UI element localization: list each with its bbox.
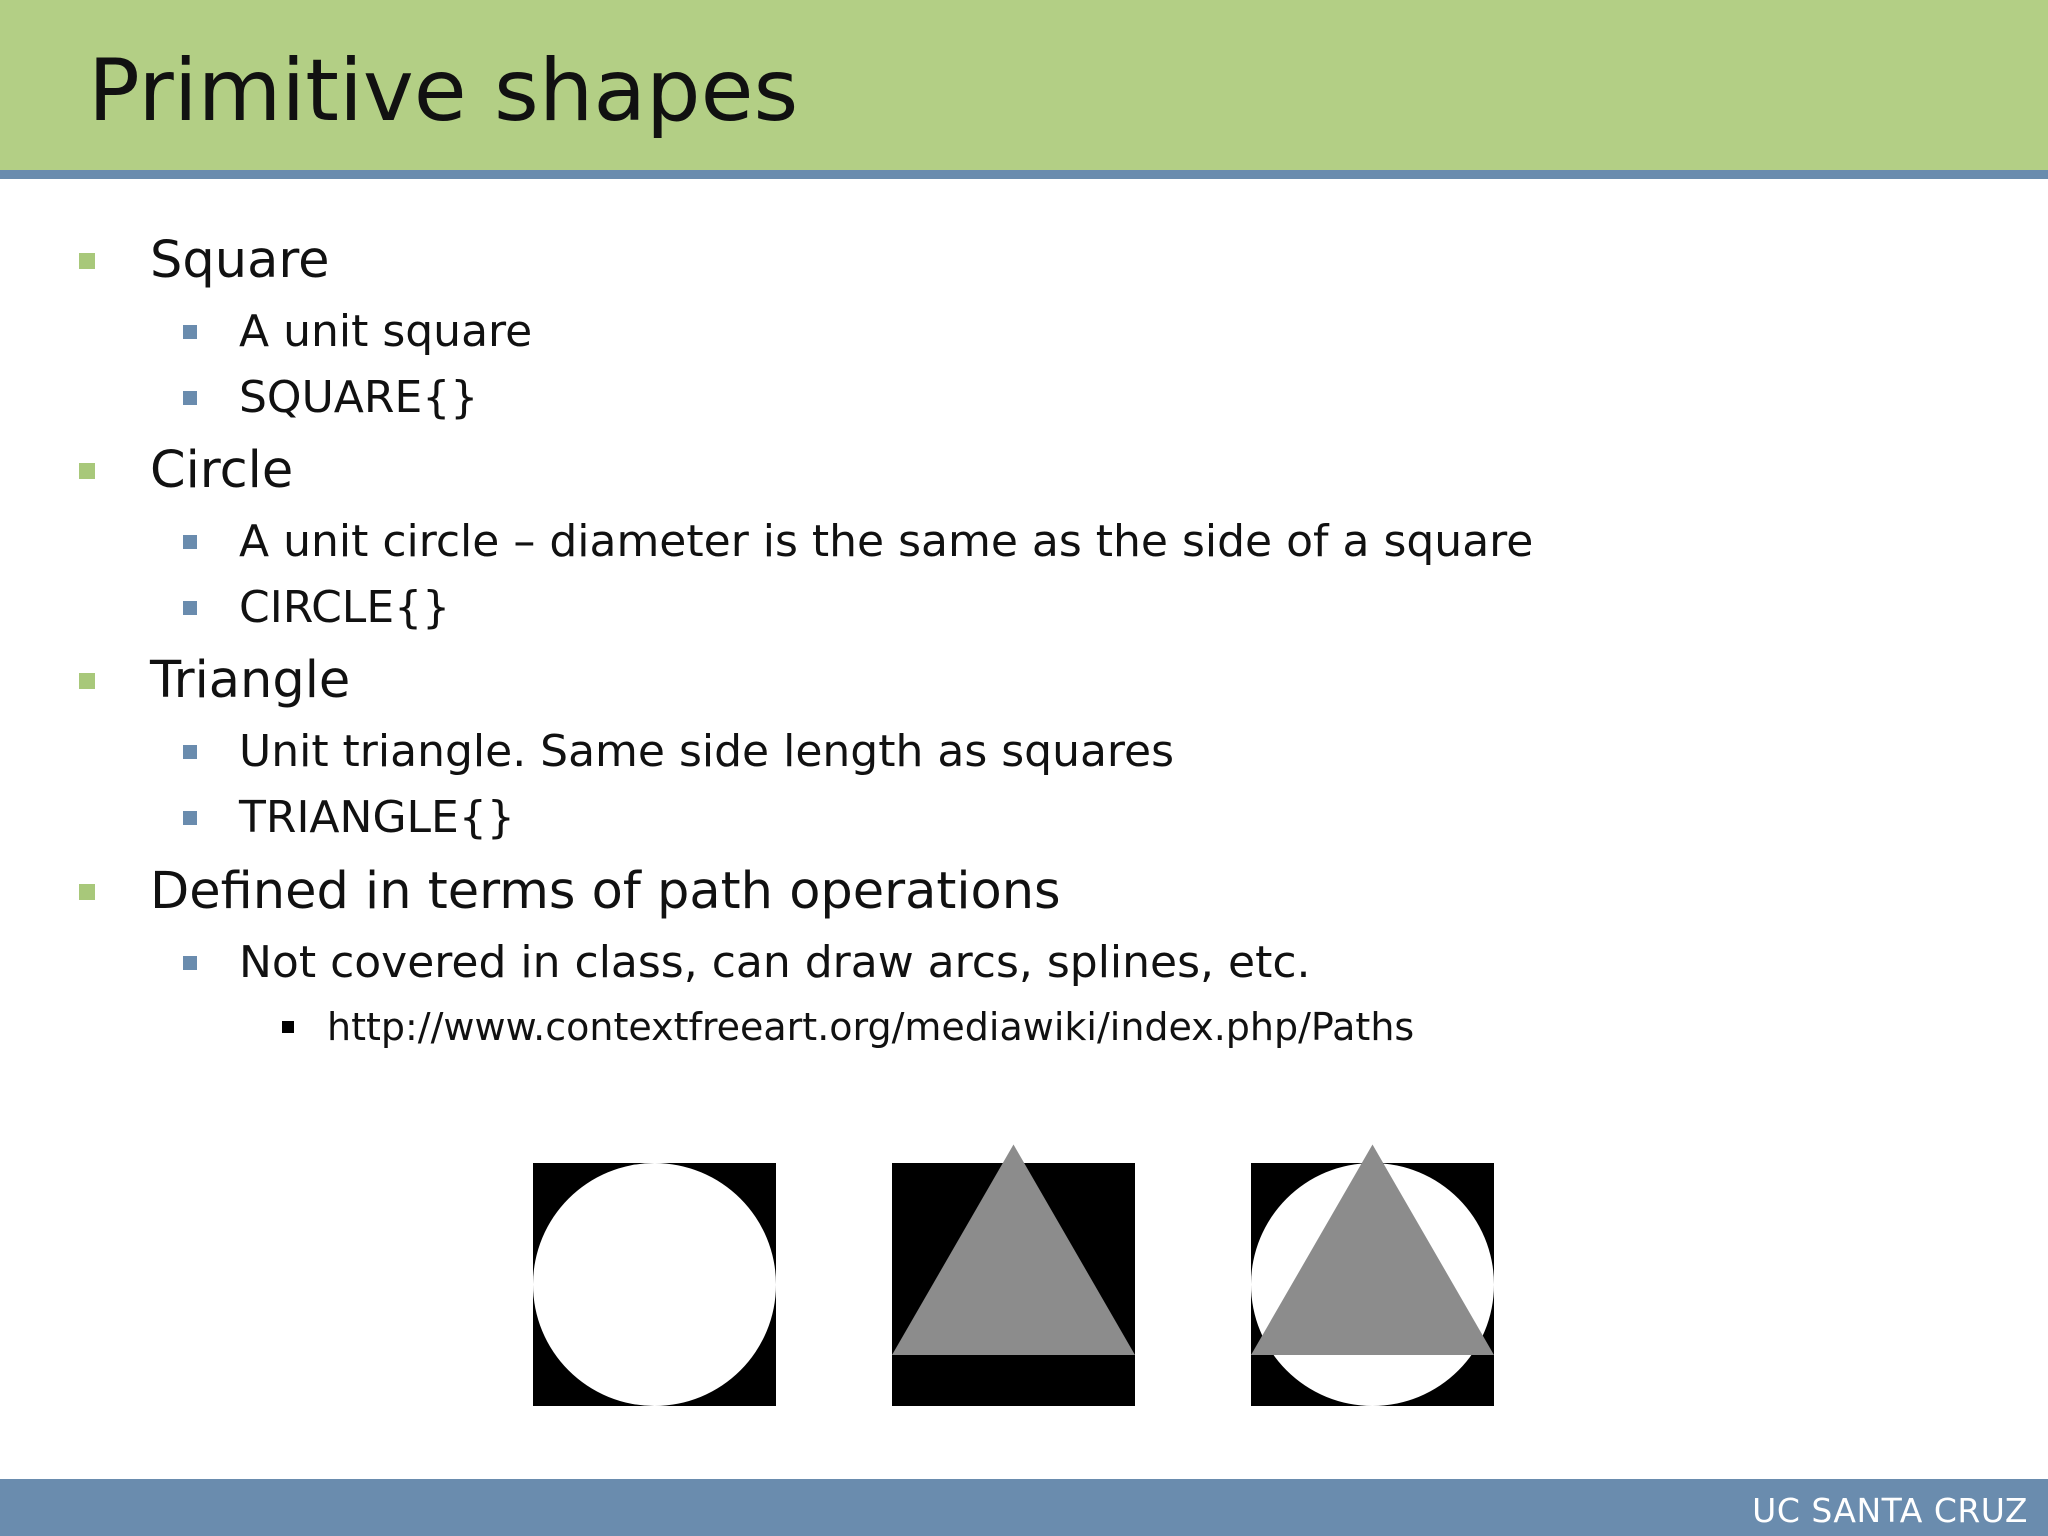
bullet-marker [79, 463, 95, 479]
bullet-marker [79, 253, 95, 269]
circle-in-square-figure [533, 1163, 776, 1406]
sub-bullet-marker [183, 391, 197, 405]
sub-bullet-unit-triangle [239, 725, 1174, 779]
sub-bullet-marker [183, 601, 197, 615]
sub-bullet-marker [183, 535, 197, 549]
sub-bullet-text: CIRCLE{} [239, 582, 451, 633]
sub-sub-bullet-marker [282, 1021, 294, 1033]
bullet-triangle [150, 651, 350, 711]
sub-bullet-unit-circle [239, 515, 1533, 569]
sub-bullet-unit-square [239, 305, 532, 359]
bullet-text: Triangle [150, 651, 351, 710]
sub-bullet-text: SQUARE{} [239, 372, 479, 423]
sub-bullet-text: Not covered in class, can draw arcs, splines, etc. [239, 937, 1311, 988]
sub-bullet-not-covered [239, 936, 1311, 990]
title-bar [0, 0, 2048, 170]
bullet-marker [79, 673, 95, 689]
sub-bullet-text: TRIANGLE{} [239, 792, 515, 843]
sub-bullet-text: A unit circle – diameter is the same as the side of a square [239, 516, 1534, 567]
sub-bullet-marker [183, 811, 197, 825]
bullet-text: Square [150, 231, 330, 290]
bullet-text: Defined in terms of path operations [150, 862, 1061, 921]
sub-bullet-marker [183, 325, 197, 339]
triangle-over-circle-figure [1251, 1163, 1494, 1406]
sub-bullet-text: Unit triangle. Same side length as squares [239, 726, 1175, 777]
sub-bullet-text: A unit square [239, 306, 533, 357]
sub-bullet-circle-syntax [239, 581, 450, 635]
sub-bullet-marker [183, 745, 197, 759]
bullet-marker [79, 884, 95, 900]
title-divider [0, 170, 2048, 179]
sub-bullet-marker [183, 956, 197, 970]
paths-link[interactable] [327, 1003, 1414, 1051]
footer-institution: UC SANTA CRUZ [1752, 1491, 2028, 1530]
bullet-square [150, 231, 330, 291]
bullet-text: Circle [150, 441, 294, 500]
slide-title: Primitive shapes [88, 41, 799, 141]
bullet-path-operations [150, 862, 1061, 922]
footer-bar [0, 1479, 2048, 1536]
circle-shape [533, 1163, 776, 1406]
paths-link-text[interactable]: http://www.contextfreeart.org/mediawiki/index.php/Paths [327, 1005, 1415, 1049]
triangle-over-square-figure [892, 1163, 1135, 1406]
sub-bullet-triangle-syntax [239, 791, 515, 845]
bullet-circle [150, 441, 293, 501]
sub-bullet-square-syntax [239, 371, 478, 425]
